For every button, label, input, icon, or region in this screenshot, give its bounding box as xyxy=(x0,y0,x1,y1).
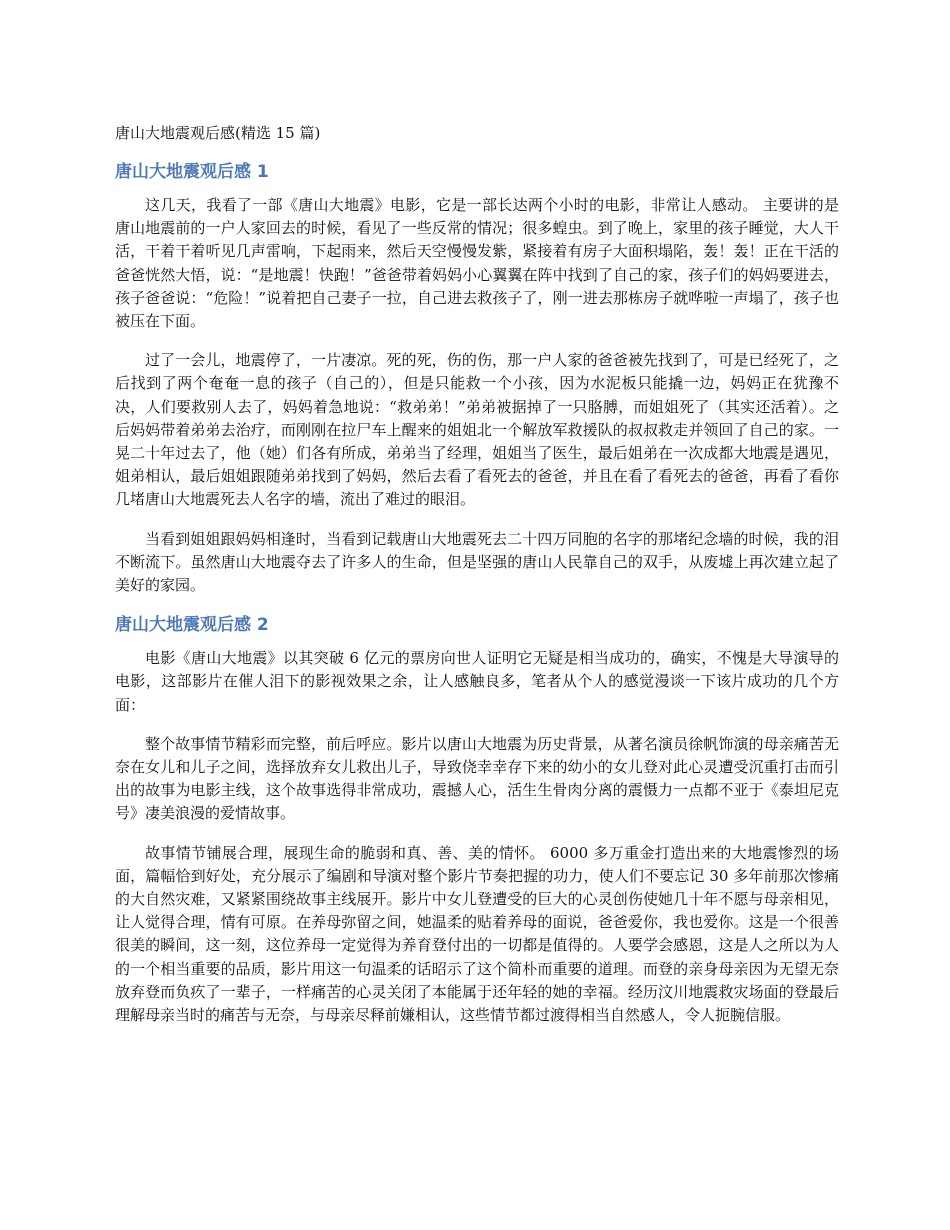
section-heading: 唐山大地震观后感 2 xyxy=(115,615,269,636)
paragraph: 过了一会儿，地震停了，一片凄凉。死的死，伤的伤，那一户人家的爸爸被先找到了，可是已经死了，之后找到了两个奄奄一息的孩子（自己的），但是只能救一个小孩，因为水泥板只能撬一边，妈妈正在犹豫不决，人们要救别人去了，妈妈着急地说：“救弟弟！”弟弟被据掉了一只胳膊，而姐姐死了（其实还活着）。之后妈妈带着弟弟去治疗，而刚刚在拉尸车上醒来的姐姐北一个解放军救援队的叔叔救走并领回了自己的家。一晃二十年过去了，他（她）们各有所成，弟弟当了经理，姐姐当了医生，最后姐弟在一次成都大地震是遇见，姐弟相认，最后姐姐跟随弟弟找到了妈妈，然后去看了看死去的爸爸，并且在看了看死去的爸爸，再看了看你几堵唐山大地震死去人名字的墙，流出了难过的眼泪。 xyxy=(115,351,839,509)
section-heading: 唐山大地震观后感 1 xyxy=(115,162,269,182)
paragraph: 故事情节铺展合理，展现生命的脆弱和真、善、美的情怀。 6000 多万重金打造出来的大地震惨烈的场面，篇幅恰到好处，充分展示了编剧和导演对整个影片节奏把握的功力，使人们不要忘记 30 多年前那次惨痛的大自然灾难，又紧紧围绕故事主线展开。影片中女儿登遭受的巨大的心灵创伤使她几十年不愿与母亲相见，让人觉得合理，情有可原。在养母弥留之间，她温柔的贴着养母的面说，爸爸爱你，我也爱你。这是一个很善很美的瞬间，这一刻，这位养母一定觉得为养育登付出的一切都是值得的。人要学会感恩，这是人之所以为人的一个相当重要的品质，影片用这一句温柔的话昭示了这个简朴而重要的道理。而登的亲身母亲因为无望无奈放弃登而负疚了一辈子，一样痛苦的心灵关闭了本能属于还年轻的她的幸福。经历汶川地震救灾场面的登最后理解母亲当时的痛苦与无奈，与母亲尽释前嫌相认，这些情节都过渡得相当自然感人，令人扼腕信服。 xyxy=(115,843,839,1025)
section-2 xyxy=(115,613,839,1027)
paragraph: 当看到姐姐跟妈妈相逢时，当看到记载唐山大地震死去二十四万同胞的名字的那堵纪念墙的时候，我的泪不断流下。虽然唐山大地震夺去了许多人的生命，但是坚强的唐山人民靠自己的双手，从废墟上再次建立起了美好的家园。 xyxy=(115,529,839,595)
paragraph: 电影《唐山大地震》以其突破 6 亿元的票房向世人证明它无疑是相当成功的，确实，不愧是大导演导的电影，这部影片在催人泪下的影视效果之余，让人感触良多，笔者从个人的感觉漫谈一下该片成功的几个方面： xyxy=(115,649,839,714)
document-title: 唐山大地震观后感(精选 15 篇) xyxy=(115,124,321,142)
document-page xyxy=(115,122,839,1043)
paragraph: 整个故事情节精彩而完整，前后呼应。影片以唐山大地震为历史背景，从著名演员徐帆饰演的母亲痛苦无奈在女儿和儿子之间，选择放弃女儿救出儿子，导致侥幸幸存下来的幼小的女儿登对此心灵遭受沉重打击而引出的故事为电影主线，这个故事选得非常成功，震撼人心，活生生骨肉分离的震慑力一点都不亚于《泰坦尼克号》凄美浪漫的爱情故事。 xyxy=(115,734,839,823)
paragraph: 这几天，我看了一部《唐山大地震》电影，它是一部长达两个小时的电影，非常让人感动。 主要讲的是唐山地震前的一户人家回去的时候，看见了一些反常的情况；很多蝗虫。到了晚上，家里的孩子睡觉，大人干活，干着干着听见几声雷响，下起雨来，然后天空慢慢发紫，紧接着有房子大面积塌陷，轰！轰！正在干活的爸爸恍然大悟，说：“是地震！快跑！”爸爸带着妈妈小心翼翼在阵中找到了自己的家，孩子们的妈妈要进去，孩子爸爸说：“危险！”说着把自己妻子一拉，自己进去救孩子了，刚一进去那栋房子就哗啦一声塌了，孩子也被压在下面。 xyxy=(115,196,839,331)
section-1 xyxy=(115,160,839,597)
